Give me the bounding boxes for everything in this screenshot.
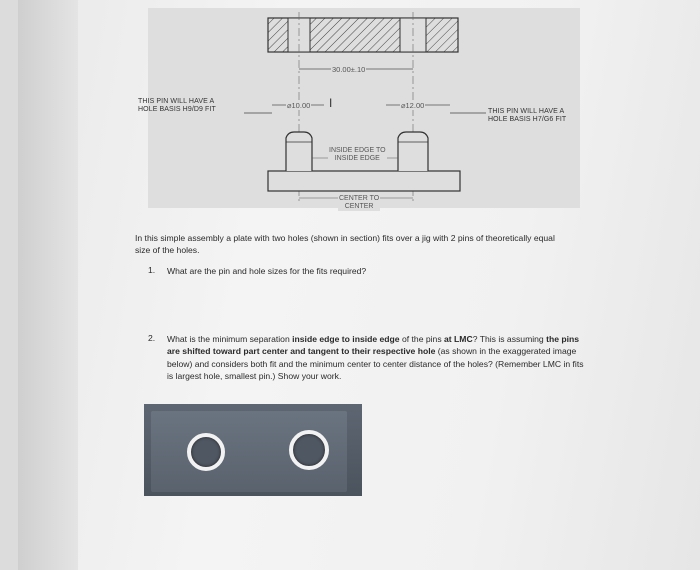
center-to-center-label: CENTER TO CENTER (339, 195, 380, 210)
left-pin (286, 132, 312, 171)
inside-edge-label: INSIDE EDGE TO INSIDE EDGE (329, 147, 386, 162)
right-fit-note: THIS PIN WILL HAVE A HOLE BASIS H7/G6 FIT (488, 108, 567, 123)
left-hole-dim: ⌀10.00 (287, 101, 311, 110)
q2-text (167, 333, 589, 383)
left-fit-note: THIS PIN WILL HAVE A HOLE BASIS H9/D9 FIT (138, 98, 216, 113)
q2-text-part: ? This is assuming (472, 334, 547, 344)
worksheet-page (18, 0, 700, 570)
plate-section (268, 18, 458, 52)
intro-paragraph: In this simple assembly a plate with two holes (shown in section) fits over a jig with 2 pins of theoretically equal size of the holes. (135, 233, 555, 256)
q2-bold-assumption: the pins are shifted toward part center and tangent to their respective hole (167, 334, 580, 357)
jig-base (268, 171, 460, 191)
right-pin (398, 132, 428, 171)
q2-bold-lmc: at LMC (444, 334, 473, 344)
q2-text-part: What is the minimum separation (167, 334, 293, 344)
q2-text-part: (as shown in the exaggerated image below) and considers both fit and the minimum center to center distance of the holes? (Remember LMC in fits is largest hole, smallest pin.) Show your work. (167, 346, 584, 382)
text-cursor-icon: I (329, 96, 333, 110)
right-hole-icon (289, 430, 329, 470)
q1-text: What are the pin and hole sizes for the fits required? (167, 266, 367, 276)
page-shadow (18, 0, 78, 570)
left-hole-icon (187, 433, 225, 471)
plate-photo (144, 404, 362, 496)
q2-number: 2. (148, 333, 156, 343)
q1-number: 1. (148, 265, 156, 275)
center-distance-dim: 30.00±.10 (332, 65, 366, 74)
q2-text-part: of the pins (399, 334, 445, 344)
q2-bold-inside-edge: inside edge to inside edge (292, 334, 400, 344)
right-hole-dim: ⌀12.00 (401, 101, 425, 110)
plate-surface (151, 411, 347, 492)
